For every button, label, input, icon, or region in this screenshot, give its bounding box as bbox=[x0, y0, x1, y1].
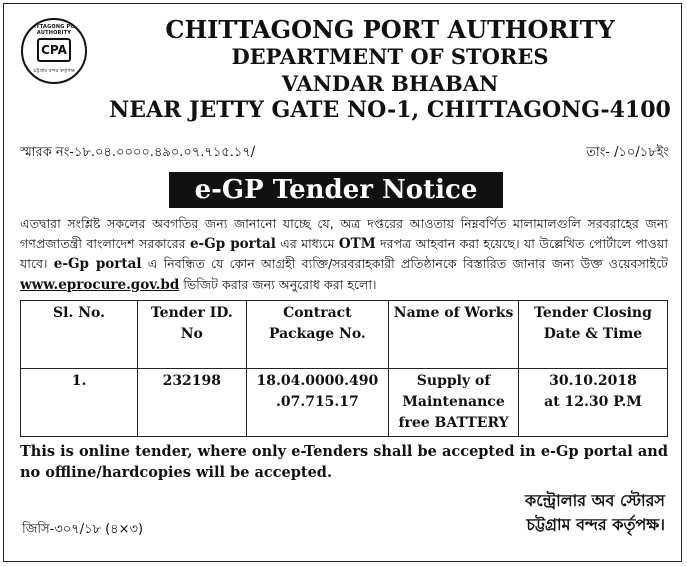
closing-time: at 12.30 P.M bbox=[544, 394, 642, 410]
table-row bbox=[21, 369, 668, 437]
signature-title: কন্ট্রোলার অব স্টোরস bbox=[525, 491, 665, 510]
otm-term: OTM bbox=[338, 235, 376, 252]
eprocure-link[interactable]: www.eprocure.gov.bd bbox=[20, 276, 180, 293]
notice-paragraph bbox=[20, 214, 668, 295]
header-name-of-works: Name of Works bbox=[389, 301, 519, 369]
header-contract-package: Contract Package No. bbox=[246, 301, 389, 369]
logo-ring-text: CHITTAGONG PORT AUTHORITY bbox=[25, 24, 83, 36]
para-text-4: এ নিবন্ধিত যে কোন আগ্রহী ব্যক্তি/সরবরাহকারী প্রতিষ্ঠানকে বিস্তারিত জানার জন্য উক্ত ওয়েবসাইটে bbox=[141, 256, 669, 271]
para-text-2: এর মাধ্যমে bbox=[275, 235, 339, 251]
letterhead bbox=[90, 16, 687, 124]
address-line: NEAR JETTY GATE NO-1, CHITTAGONG-4100 bbox=[109, 97, 671, 123]
egp-portal-term: e-Gp portal bbox=[189, 235, 276, 252]
cell-name-of-works: Supply of Maintenance free BATTERY bbox=[389, 369, 519, 437]
org-name: CHITTAGONG PORT AUTHORITY bbox=[165, 15, 615, 44]
notice-date: তাং- /১০/১৮ইং bbox=[586, 145, 669, 160]
logo-bottom-text: চট্টগ্রাম বন্দর কর্তৃপক্ষ bbox=[33, 68, 75, 74]
table-header-row bbox=[21, 301, 668, 369]
gc-code: জিসি-৩০৭/১৮ (৪×৩) bbox=[22, 522, 144, 537]
cell-closing-date-time bbox=[518, 369, 667, 437]
para-text-1: এতদ্বারা সংশ্লিষ্ট সকলের অবগতির জন্য জানানো যাচ্ছে যে, অত্র দপ্তরের আওতায় নিম্নবর্ণিত মালামালগুলি সরবরাহের জন্য গণপ্রজাতন্ত্রী বাংলাদেশ সরকারের bbox=[20, 216, 668, 251]
egp-portal-term-2: e-Gp portal bbox=[53, 256, 142, 272]
cpa-logo bbox=[21, 18, 87, 84]
signature-org: চট্টগ্রাম বন্দর কর্তৃপক্ষ। bbox=[526, 515, 665, 534]
para-text-5: ভিজিট করার জন্য অনুরোধ করা হলো। bbox=[179, 276, 377, 292]
memo-number: স্মারক নং-১৮.০৪.০০০০.৪৯০.০৭.৭১৫.১৭/ bbox=[20, 145, 256, 160]
online-tender-note: This is online tender, where only e-Tenders shall be accepted in e-Gp portal and no offline/hardcopies will be accepted. bbox=[20, 443, 668, 481]
cell-contract-package: 18.04.0000.490 .07.715.17 bbox=[246, 369, 389, 437]
header-closing-date: Tender Closing Date & Time bbox=[518, 301, 667, 369]
cell-tender-id: 232198 bbox=[138, 369, 247, 437]
header-sl-no: Sl. No. bbox=[21, 301, 138, 369]
tender-table bbox=[20, 300, 668, 437]
department-name: DEPARTMENT OF STORES bbox=[231, 44, 549, 69]
closing-date: 30.10.2018 bbox=[549, 373, 637, 389]
signature-block bbox=[525, 489, 665, 537]
header-tender-id: Tender ID. No bbox=[138, 301, 247, 369]
para-text-3: দরপত্র আহবান করা হয়েছে। যা উল্লেখিত পোর্টালে পাওয়া যাবে। bbox=[20, 235, 668, 271]
logo-mark: CPA bbox=[37, 38, 71, 62]
cell-sl-no: 1. bbox=[21, 369, 138, 437]
notice-title: e-GP Tender Notice bbox=[169, 172, 503, 208]
building-name: VANDAR BHABAN bbox=[281, 71, 499, 96]
